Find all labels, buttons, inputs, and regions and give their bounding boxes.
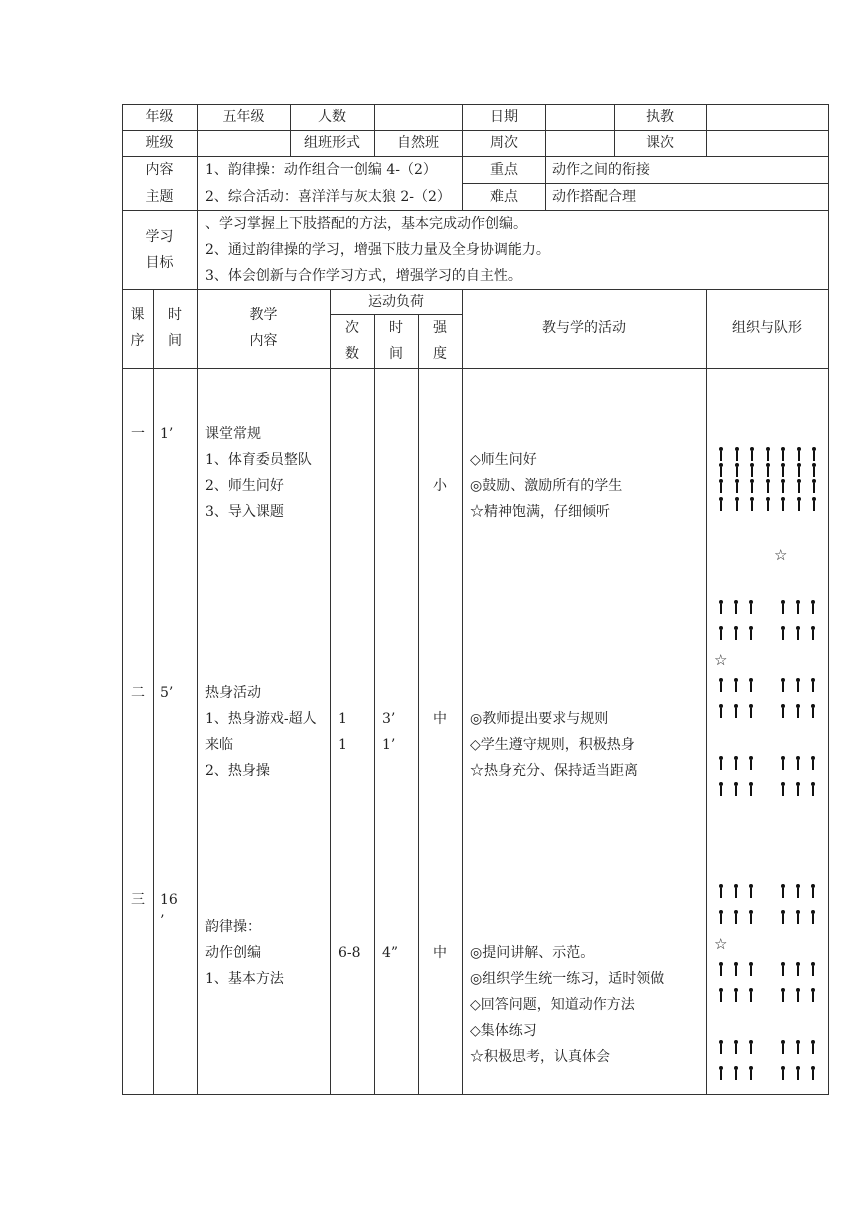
week-label: 周次 [490, 135, 518, 151]
difficulty-value: 动作搭配合理 [552, 189, 636, 205]
col-time-line-1: 时 [168, 307, 182, 323]
person-icon [734, 884, 738, 898]
star-icon: ☆ [714, 935, 728, 953]
person-icon [749, 626, 753, 640]
content-item-2: 2、综合活动：喜洋洋与灰太狼 2-（2） [205, 189, 451, 205]
person-icon [796, 782, 800, 796]
person-icon [734, 910, 738, 924]
activity-line: ◎组织学生统一练习，适时领做 [470, 971, 665, 987]
person-icon [812, 447, 816, 461]
content-line: 3、导入课题 [205, 504, 284, 520]
person-icon [812, 479, 816, 493]
section-3-intensity: 中 [433, 945, 447, 961]
person-icon [735, 463, 739, 477]
person-icon [749, 704, 753, 718]
section-3-time: 16 [160, 892, 178, 908]
person-icon [781, 884, 785, 898]
col-content-line-1: 教学 [249, 307, 278, 323]
count-value: 1 [338, 737, 347, 753]
person-icon [781, 704, 785, 718]
person-icon [811, 1066, 815, 1080]
person-icon [781, 1040, 785, 1054]
person-icon [781, 497, 785, 511]
section-1-content [205, 421, 312, 525]
person-icon [719, 447, 723, 461]
content-line: 2、热身操 [205, 763, 270, 779]
person-icon [766, 447, 770, 461]
person-icon [750, 463, 754, 477]
activity-line: ◇回答问题，知道动作方法 [470, 997, 635, 1013]
person-icon [719, 962, 723, 976]
star-icon: ☆ [774, 546, 788, 564]
section-2-duration [382, 706, 395, 758]
class-form-label: 组班形式 [304, 135, 360, 151]
person-icon [781, 626, 785, 640]
person-icon [766, 497, 770, 511]
person-icon [811, 884, 815, 898]
theme-label: 主题 [145, 189, 174, 205]
person-icon [749, 910, 753, 924]
content-line: 课堂常规 [205, 426, 261, 442]
person-icon [749, 600, 753, 614]
person-icon [749, 678, 753, 692]
person-icon [734, 1040, 738, 1054]
col-intensity-line-2: 度 [433, 346, 447, 362]
person-icon [749, 962, 753, 976]
section-3-count: 6-8 [338, 945, 361, 961]
person-icon [719, 988, 723, 1002]
grade-value: 五年级 [222, 109, 265, 125]
section-3-time-mark: ’ [160, 913, 165, 929]
section-2-content [205, 680, 317, 784]
person-icon [796, 1040, 800, 1054]
difficulty-label: 难点 [490, 189, 518, 205]
person-icon [811, 678, 815, 692]
col-duration-line-2: 间 [389, 346, 403, 362]
duration-value: 1’ [382, 737, 396, 753]
activity-line: ◎鼓励、激励所有的学生 [470, 478, 623, 494]
content-line: 来临 [205, 737, 233, 753]
person-icon [781, 988, 785, 1002]
grade-label: 年级 [145, 109, 174, 125]
section-3-content [205, 914, 284, 992]
person-icon [811, 988, 815, 1002]
section-3-activities [470, 940, 664, 1070]
content-line: 1、热身游戏-超人 [205, 711, 317, 727]
col-formation: 组织与队形 [732, 320, 802, 336]
person-icon [781, 1066, 785, 1080]
person-icon [734, 988, 738, 1002]
person-icon [796, 704, 800, 718]
star-icon: ☆ [714, 651, 728, 669]
section-3-duration: 4” [382, 945, 399, 961]
person-icon [734, 678, 738, 692]
person-icon [719, 479, 723, 493]
person-icon [749, 756, 753, 770]
content-line: 动作创编 [205, 945, 261, 961]
key-point-value: 动作之间的衔接 [552, 162, 650, 178]
col-order-line-2: 序 [130, 333, 145, 349]
col-content-line-2: 内容 [249, 333, 278, 349]
person-icon [734, 1066, 738, 1080]
person-icon [719, 756, 723, 770]
col-count-line-2: 数 [345, 346, 359, 362]
section-1-time: 1’ [160, 426, 174, 442]
goal-item: 3、体会创新与合作学习方式，增强学习的自主性。 [205, 268, 522, 284]
person-icon [719, 884, 723, 898]
section-2-intensity: 中 [433, 711, 447, 727]
class-form-value: 自然班 [397, 135, 439, 151]
person-icon [797, 463, 801, 477]
person-icon [811, 1040, 815, 1054]
person-icon [735, 447, 739, 461]
activity-line: ◎提问讲解、示范。 [470, 945, 595, 961]
teacher-label: 执教 [646, 109, 674, 125]
person-icon [781, 756, 785, 770]
col-duration-line-1: 时 [389, 320, 403, 336]
activity-line: ◇师生问好 [470, 452, 537, 468]
person-icon [796, 626, 800, 640]
activity-line: ☆积极思考，认真体会 [470, 1049, 610, 1065]
person-icon [749, 884, 753, 898]
person-icon [749, 782, 753, 796]
person-icon [796, 988, 800, 1002]
person-icon [750, 497, 754, 511]
activity-line: ☆精神饱满，仔细倾听 [470, 504, 610, 520]
person-icon [734, 756, 738, 770]
content-line: 1、基本方法 [205, 971, 284, 987]
person-icon [797, 497, 801, 511]
person-icon [749, 1066, 753, 1080]
person-icon [797, 447, 801, 461]
person-icon [797, 479, 801, 493]
person-icon [734, 704, 738, 718]
person-icon [750, 479, 754, 493]
key-point-label: 重点 [490, 162, 518, 178]
activity-line: ◇集体练习 [470, 1023, 537, 1039]
person-icon [749, 1040, 753, 1054]
col-time-line-2: 间 [168, 333, 182, 349]
activity-line: ◇学生遵守规则，积极热身 [470, 737, 635, 753]
content-item-1: 1、韵律操：动作组合一创编 4-（2） [205, 162, 437, 178]
person-icon [811, 910, 815, 924]
person-icon [719, 600, 723, 614]
person-icon [811, 756, 815, 770]
person-icon [750, 447, 754, 461]
person-icon [796, 678, 800, 692]
content-line: 韵律操： [205, 919, 261, 935]
lesson-number-label: 课次 [646, 135, 674, 151]
person-icon [811, 704, 815, 718]
goal-item: 2、通过韵律操的学习，增强下肢力量及全身协调能力。 [205, 242, 550, 258]
person-icon [796, 600, 800, 614]
person-icon [781, 479, 785, 493]
goal-label-line-1: 学习 [145, 229, 174, 245]
person-icon [811, 626, 815, 640]
person-icon [781, 447, 785, 461]
person-icon [734, 962, 738, 976]
person-icon [734, 626, 738, 640]
person-icon [796, 756, 800, 770]
col-activities: 教与学的活动 [542, 320, 626, 336]
duration-value: 3’ [382, 711, 396, 727]
person-icon [766, 479, 770, 493]
person-icon [719, 782, 723, 796]
person-icon [719, 910, 723, 924]
person-icon [781, 678, 785, 692]
section-2-activities [470, 706, 638, 784]
person-icon [781, 962, 785, 976]
col-count-line-1: 次 [345, 320, 359, 336]
activity-line: ☆热身充分、保持适当距离 [470, 763, 638, 779]
person-icon [734, 600, 738, 614]
person-icon [796, 884, 800, 898]
person-icon [811, 962, 815, 976]
person-icon [719, 497, 723, 511]
person-icon [719, 678, 723, 692]
person-icon [749, 988, 753, 1002]
activity-line: ◎教师提出要求与规则 [470, 711, 609, 727]
col-exercise-load: 运动负荷 [368, 294, 424, 310]
person-icon [719, 1066, 723, 1080]
person-icon [811, 782, 815, 796]
goal-item: 、学习掌握上下肢搭配的方法，基本完成动作创编。 [205, 216, 527, 232]
person-icon [781, 910, 785, 924]
col-intensity-line-1: 强 [433, 320, 447, 336]
person-icon [796, 962, 800, 976]
person-icon [719, 626, 723, 640]
person-icon [735, 479, 739, 493]
class-label: 班级 [145, 135, 174, 151]
section-1-order: 一 [131, 426, 145, 442]
person-icon [796, 1066, 800, 1080]
section-1-intensity: 小 [433, 478, 447, 494]
content-line: 2、师生问好 [205, 478, 284, 494]
content-label: 内容 [145, 162, 174, 178]
person-icon [811, 600, 815, 614]
section-2-time: 5’ [160, 685, 174, 701]
col-order-line-1: 课 [130, 307, 145, 323]
person-icon [719, 704, 723, 718]
content-line: 热身活动 [205, 685, 261, 701]
person-icon [781, 463, 785, 477]
goal-label-line-2: 目标 [145, 255, 174, 271]
person-icon [734, 782, 738, 796]
count-value: 1 [338, 711, 347, 727]
content-line: 1、体育委员整队 [205, 452, 312, 468]
people-count-label: 人数 [318, 109, 346, 125]
person-icon [735, 497, 739, 511]
person-icon [781, 600, 785, 614]
section-2-count [338, 706, 347, 758]
section-3-order: 三 [131, 892, 145, 908]
person-icon [781, 782, 785, 796]
person-icon [796, 910, 800, 924]
person-icon [719, 463, 723, 477]
person-icon [766, 463, 770, 477]
person-icon [812, 463, 816, 477]
section-1-activities [470, 447, 622, 525]
date-label: 日期 [490, 109, 518, 125]
section-2-order: 二 [131, 685, 145, 701]
person-icon [719, 1040, 723, 1054]
person-icon [812, 497, 816, 511]
